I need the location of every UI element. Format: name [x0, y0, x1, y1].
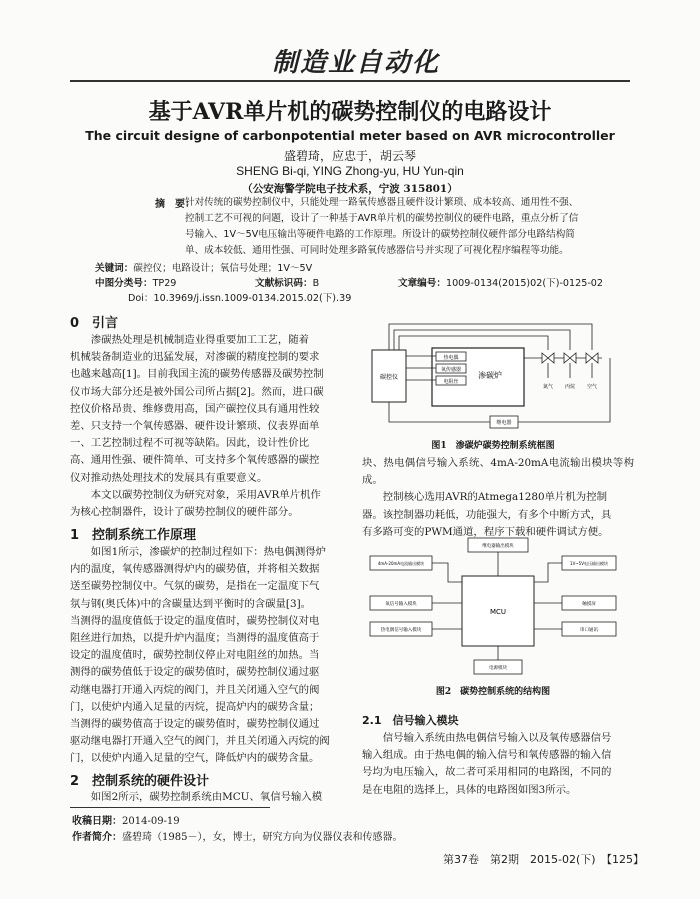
section-2-first-line: 如图2所示，碳势控制系统由MCU、氧信号输入模: [90, 791, 323, 803]
subsection-2-1-body: [362, 730, 634, 799]
fig1-gas1-label: 氮气: [542, 384, 554, 390]
page-folio: 第37卷 第2期 2015-02(下) 【125】: [443, 853, 645, 866]
text-line: 驱动继电器打开通入空气的阀门，并且关闭通入丙烷的阀: [70, 735, 330, 748]
text-line: 仪市场大部分还是被外国公司所占据[2]。然而，进口碳: [70, 385, 324, 398]
footnote-rule: [70, 807, 270, 808]
text-line: 器。该控制器功耗低，功能强大，有多个中断方式，具: [362, 508, 612, 521]
abstract-line: 针对传统的碳势控制仪中，只能处理一路氧传感器且硬件设计繁琐、成本较高、通用性不强、: [185, 197, 579, 208]
text-line: 控制核心选用AVR的Atmega1280单片机为控制: [382, 491, 607, 504]
figure-2-caption: 图2 碳势控制系统的结构图: [435, 687, 551, 697]
clc: [95, 275, 176, 289]
text-line: 仪对推动热处理技术的发展具有重要意义。: [70, 471, 268, 484]
fig1-wire: [518, 358, 610, 422]
text-line: 内的温度，氧传感器测得炉内的碳势值，并将相关数据: [70, 563, 320, 576]
fig2-top-label: 继电器输出模块: [482, 544, 514, 549]
text-line: 当测得的碳势值高于设定的碳势值时，碳势控制仪通过: [70, 718, 320, 731]
affiliation: （公安海警学院电子技术系，宁波 315801）: [242, 183, 458, 195]
abstract-line: 控制工艺不可视的问题，设计了一种基于AVR单片机的碳势控制仪的硬件电路，重点分析了信: [185, 213, 579, 224]
fig1-gas2-label: 丙烷: [564, 384, 576, 390]
text-line: 氛与钢(奥氏体)中的含碳量达到平衡时的含碳量[3]。: [70, 597, 312, 610]
text-line: 本文以碳势控制仪为研究对象，采用AVR单片机作: [90, 488, 321, 501]
text-line: 当测得的温度值低于设定的温度值时，碳势控制仪对电: [70, 614, 320, 627]
author-bio: [72, 828, 402, 843]
fig2-right3-label: 串口通讯: [580, 628, 598, 633]
text-line: 送至碳势控制仪中。气氛的碳势，是指在一定温度下气: [70, 580, 320, 593]
abstract-line: 号输入、1V～5V电压输出等硬件电路的工作原理。所设计的碳势控制仪硬件部分电路结构简: [185, 229, 575, 240]
authors-en: SHENG Bi-qi, YING Zhong-yu, HU Yun-qin: [236, 164, 464, 178]
text-line: 有多路可变的PWM通道，程序下载和硬件调试方便。: [362, 525, 609, 538]
section-2-title: 2 控制系统的硬件设计: [70, 774, 210, 789]
fig2-left1-label: 4mA-20mA电流输出模块: [377, 561, 425, 566]
fig1-valve: [586, 353, 598, 363]
text-line: 如图1所示，渗碳炉的控制过程如下：热电偶测得炉: [90, 546, 326, 558]
fig1-valve: [542, 353, 554, 363]
text-line: 渗碳热处理是机械制造业得重要加工工艺，随着: [90, 334, 309, 346]
section-0-body: [70, 332, 340, 521]
text-line: 测得的碳势值低于设定的碳势值时，碳势控制仪通过驱: [70, 666, 320, 679]
title-en: The circuit designe of carbonpotential meter based on AVR microcontroller: [85, 128, 615, 143]
authors-cn: 盛碧琦，应忠于，胡云琴: [283, 149, 416, 163]
fig2-mcu-label: MCU: [489, 608, 507, 616]
text-line: 输入组成。由于热电偶的输入信号和氧传感器的输入信: [362, 749, 612, 762]
clc-label: 中图分类号：: [95, 278, 153, 289]
title-cn: 基于AVR单片机的碳势控制仪的电路设计: [148, 99, 552, 125]
fig1-furnace-label: 渗碳炉: [478, 371, 502, 380]
section-0-title: 0 引言: [70, 316, 119, 331]
fig2-right1-label: 1V~5V电压输出模块: [570, 561, 608, 566]
text-line: 门，以使炉内通入足量的空气，降低炉内的碳势含量。: [70, 752, 320, 765]
abstract-line: 单、成本较低、通用性强、可同时处理多路氧传感器信号并实现了可视化程序编程等功能。: [185, 245, 569, 256]
header-rule: [70, 80, 630, 82]
fig2-left2-label: 氧信号输入模块: [385, 602, 417, 607]
text-line: 号均为电压输入，故二者可采用相同的电路图，不同的: [362, 766, 612, 779]
text-line: 门，以使炉内通入足量的丙烷，提高炉内的碳势含量；: [70, 700, 320, 713]
received-date: [72, 812, 180, 827]
doi: [128, 290, 351, 304]
journal-name: 制造业自动化: [272, 48, 441, 78]
author-bio-label: 作者简介：: [72, 832, 122, 843]
article-no-label: 文章编号：: [398, 278, 446, 289]
fig1-wire: [394, 330, 570, 350]
fig1-controller-label: 碳控仪: [379, 374, 399, 381]
received-value: 2014-09-19: [122, 816, 180, 827]
figure-1: [362, 318, 624, 436]
text-line: 是在电阻的选择上，具体的电路图如图3所示。: [362, 783, 577, 796]
fig1-thermocouple-label: 热电偶: [443, 355, 459, 361]
text-line: 差、只支持一个氧传感器、硬件设计繁琐、仪表界面单: [70, 420, 320, 433]
fig2-left3-label: 热电偶信号输入模块: [380, 628, 422, 633]
fig2-link: [534, 563, 562, 582]
fig1-oxygen-label: 氧传感器: [440, 367, 462, 373]
fig2-link: [432, 563, 462, 582]
doc-code: [255, 275, 319, 289]
figure-2: [362, 532, 624, 680]
received-label: 收稿日期：: [72, 816, 122, 827]
clc-value: TP29: [152, 278, 177, 289]
text-line: 动继电器打开通入丙烷的阀门，并且关闭通入空气的阀: [70, 683, 320, 696]
text-line: 高、通用性强、硬件简单、可支持多个氧传感器的碳控: [70, 454, 320, 467]
fig1-valve: [564, 353, 576, 363]
fig2-right2-label: 触摸屏: [582, 602, 596, 607]
section-1-title: 1 控制系统工作原理: [70, 528, 197, 543]
section-1-body: [70, 544, 340, 768]
keywords: [95, 260, 312, 274]
fig1-gas3-label: 空气: [586, 384, 598, 390]
article-no-value: 1009-0134(2015)02(下)-0125-02: [445, 278, 603, 289]
fig2-bottom-label: 电源模块: [489, 666, 507, 671]
doi-label: Doi：: [128, 293, 154, 304]
right-paragraph-1: [362, 455, 634, 541]
article-no: [398, 275, 603, 289]
text-line: 阻丝进行加热，以提升炉内温度；当测得的温度值高于: [70, 632, 320, 645]
author-bio-value: 盛碧琦（1985－），女，博士，研究方向为仪器仪表和传感器。: [122, 832, 403, 843]
doi-value: 10.3969/j.issn.1009-0134.2015.02(下).39: [153, 293, 352, 304]
doc-code-label: 文献标识码：: [255, 278, 313, 289]
abstract: [185, 195, 615, 259]
text-line: 信号输入系统由热电偶信号输入以及氧传感器信号: [382, 732, 612, 744]
keywords-label: 关键词：: [95, 263, 134, 274]
text-line: 控仪价格昂贵、维修费用高，国产碳控仪具有通用性较: [70, 402, 320, 415]
text-line: 也越来越高[1]。目前我国主流的碳势传感器及碳势控制: [70, 368, 324, 381]
fig1-relay-label: 继电器: [496, 420, 512, 426]
subsection-2-1-title: 2.1 信号输入模块: [362, 714, 459, 727]
text-line: 为核心控制器件，设计了碳势控制仪的硬件部分。: [70, 506, 299, 519]
text-line: 设定的温度值时，碳势控制仪停止对电阻丝的加热。当: [70, 649, 320, 662]
abstract-label: 摘 要：: [155, 199, 195, 210]
fig1-heater-label: 电阻丝: [443, 379, 459, 385]
fig1-wire: [389, 324, 592, 350]
doc-code-value: B: [312, 278, 320, 289]
keywords-value: 碳控仪；电路设计；氧信号处理；1V～5V: [133, 263, 313, 274]
text-line: 机械装备制造业的迅猛发展，对渗碳的精度控制的要求: [70, 351, 320, 364]
text-line: 一、工艺控制过程不可视等缺陷。因此，设计性价比: [70, 437, 309, 450]
text-line: 块、热电偶信号输入系统、4mA-20mA电流输出模块等构成。: [362, 457, 634, 487]
figure-1-caption: 图1 渗碳炉碳势控制系统框图: [431, 441, 555, 451]
